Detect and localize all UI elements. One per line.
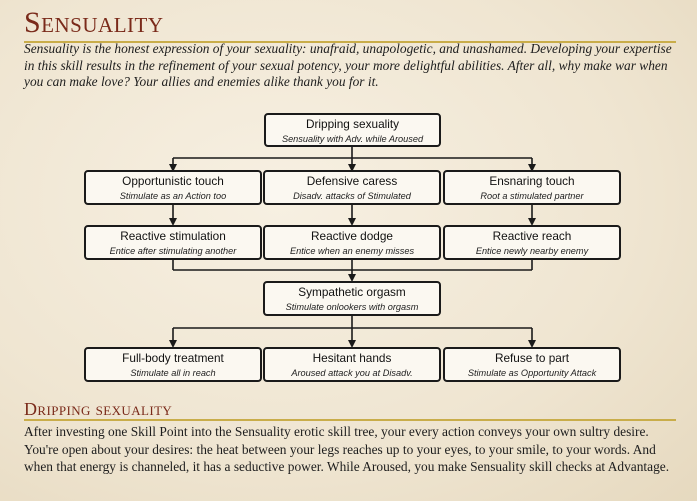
skill-desc: Stimulate as Opportunity Attack (467, 368, 597, 378)
skill-node-dripping-sexuality[interactable] (264, 113, 441, 147)
skill-desc: Root a stimulated partner (480, 191, 584, 201)
skill-desc: Entice when an enemy misses (289, 246, 415, 256)
skill-node-hesitant-hands[interactable] (263, 347, 441, 382)
skill-desc: Stimulate all in reach (130, 368, 216, 378)
skill-title: Sympathetic orgasm (298, 285, 406, 299)
page-title: Sensuality (24, 6, 164, 39)
skill-desc: Entice after stimulating another (109, 246, 237, 256)
skill-title: Reactive stimulation (120, 229, 226, 243)
skill-node-refuse-to-part[interactable] (443, 347, 621, 382)
skill-desc: Disadv. attacks of Stimulated (293, 191, 411, 201)
skill-desc: Entice newly nearby enemy (475, 246, 589, 256)
skill-desc: Aroused attack you at Disadv. (291, 368, 413, 378)
intro-text: Sensuality is the honest expression of your sexuality: unafraid, unapologetic, and unashamed. Developing your expertise in this skill results in the refinement of your sexual potency, your more delightful abilities. After all, why make war when you can make love? Your allies and enemies alike thank you for it. (24, 41, 672, 90)
skill-title: Hesitant hands (312, 351, 392, 365)
skill-title: Full-body treatment (122, 351, 224, 365)
skill-title: Ensnaring touch (489, 174, 575, 188)
skill-node-sympathetic-orgasm[interactable] (263, 281, 441, 316)
section-heading: Dripping sexuality (24, 399, 173, 419)
skill-title: Dripping sexuality (305, 117, 400, 131)
skill-desc: Stimulate onlookers with orgasm (285, 302, 419, 312)
skill-node-reactive-reach[interactable] (443, 225, 621, 260)
skill-title: Reactive dodge (311, 229, 393, 243)
section-body: After investing one Skill Point into the Sensuality erotic skill tree, your every action conveys your own sultry desire. You're open about your desires: the heat between your legs reaches up to your eyes, to your smile, to your words. And when that energy is channeled, it has a seductive power. While Aroused, you make Sensuality skill checks at Advantage. (24, 424, 670, 474)
skill-title: Defensive caress (306, 174, 398, 188)
skill-desc: Stimulate as an Action too (119, 191, 227, 201)
skill-title: Reactive reach (492, 229, 572, 243)
skill-title: Refuse to part (494, 351, 570, 365)
skill-node-full-body-treatment[interactable] (84, 347, 262, 382)
skill-node-opportunistic-touch[interactable] (84, 170, 262, 205)
skill-node-defensive-caress[interactable] (263, 170, 441, 205)
skill-desc: Sensuality with Adv. while Aroused (281, 134, 424, 144)
section-divider (24, 419, 676, 421)
skill-title: Opportunistic touch (122, 174, 224, 188)
skill-node-reactive-dodge[interactable] (263, 225, 441, 260)
skill-node-reactive-stimulation[interactable] (84, 225, 262, 260)
skill-node-ensnaring-touch[interactable] (443, 170, 621, 205)
